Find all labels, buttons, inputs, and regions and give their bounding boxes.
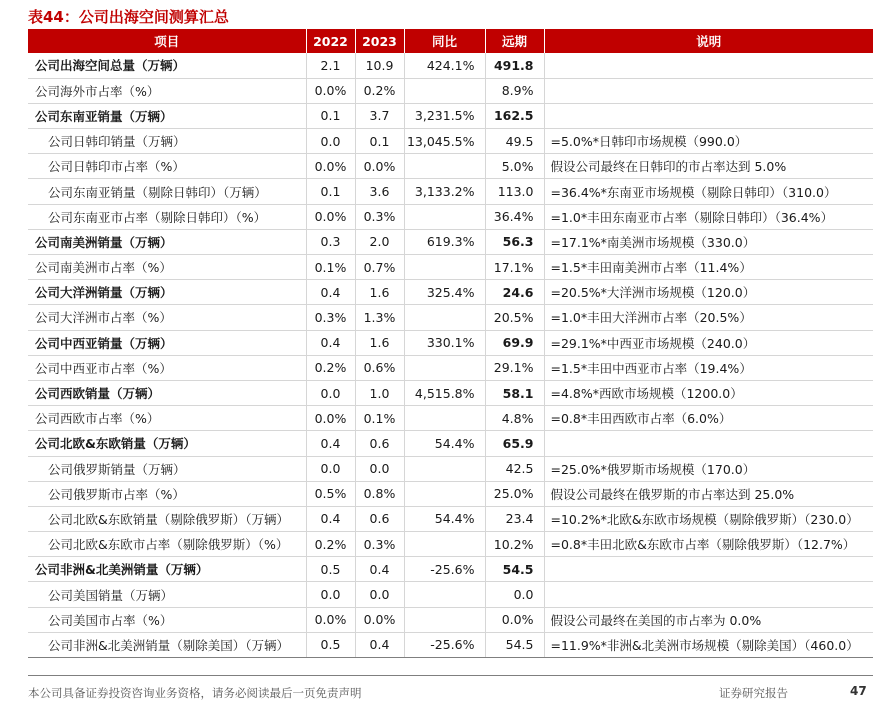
cell-far: 54.5 bbox=[485, 632, 544, 657]
cell-2022: 2.1 bbox=[306, 53, 355, 78]
cell-item: 公司北欧&东欧销量（剔除俄罗斯）（万辆） bbox=[28, 506, 306, 531]
cell-2023: 1.3% bbox=[355, 305, 404, 330]
cell-note: =17.1%*南美洲市场规模（330.0） bbox=[544, 229, 873, 254]
cell-note: =1.5*丰田南美洲市占率（11.4%） bbox=[544, 255, 873, 280]
cell-2023: 0.1% bbox=[355, 406, 404, 431]
cell-note bbox=[544, 103, 873, 128]
cell-note bbox=[544, 582, 873, 607]
overseas-sales-table bbox=[28, 29, 873, 658]
cell-yoy: 3,133.2% bbox=[404, 179, 485, 204]
cell-2022: 0.5 bbox=[306, 557, 355, 582]
table-row bbox=[28, 204, 873, 229]
cell-2022: 0.0% bbox=[306, 607, 355, 632]
cell-yoy bbox=[404, 582, 485, 607]
cell-yoy: 619.3% bbox=[404, 229, 485, 254]
cell-2022: 0.4 bbox=[306, 431, 355, 456]
cell-2022: 0.4 bbox=[306, 506, 355, 531]
cell-far: 0.0 bbox=[485, 582, 544, 607]
cell-note: =20.5%*大洋洲市场规模（120.0） bbox=[544, 280, 873, 305]
cell-2022: 0.2% bbox=[306, 355, 355, 380]
cell-note: =1.0*丰田大洋洲市占率（20.5%） bbox=[544, 305, 873, 330]
cell-2023: 0.6 bbox=[355, 506, 404, 531]
cell-item: 公司中西亚销量（万辆） bbox=[28, 330, 306, 355]
cell-far: 5.0% bbox=[485, 154, 544, 179]
table-row bbox=[28, 481, 873, 506]
cell-2022: 0.5 bbox=[306, 632, 355, 657]
cell-item: 公司南美洲市占率（%） bbox=[28, 255, 306, 280]
cell-far: 58.1 bbox=[485, 380, 544, 405]
cell-2022: 0.0% bbox=[306, 78, 355, 103]
cell-item: 公司日韩印市占率（%） bbox=[28, 154, 306, 179]
footer-divider bbox=[28, 675, 873, 676]
cell-yoy: 424.1% bbox=[404, 53, 485, 78]
cell-yoy bbox=[404, 355, 485, 380]
table-row bbox=[28, 53, 873, 78]
table-row bbox=[28, 78, 873, 103]
cell-item: 公司日韩印销量（万辆） bbox=[28, 129, 306, 154]
cell-2023: 0.3% bbox=[355, 532, 404, 557]
table-row bbox=[28, 607, 873, 632]
table-row bbox=[28, 103, 873, 128]
header-yoy: 同比 bbox=[404, 29, 485, 53]
cell-item: 公司俄罗斯市占率（%） bbox=[28, 481, 306, 506]
cell-yoy bbox=[404, 78, 485, 103]
table-row bbox=[28, 431, 873, 456]
cell-2022: 0.5% bbox=[306, 481, 355, 506]
cell-2023: 1.0 bbox=[355, 380, 404, 405]
cell-far: 4.8% bbox=[485, 406, 544, 431]
cell-note bbox=[544, 78, 873, 103]
table-row bbox=[28, 632, 873, 657]
table-row bbox=[28, 582, 873, 607]
cell-far: 69.9 bbox=[485, 330, 544, 355]
cell-far: 24.6 bbox=[485, 280, 544, 305]
header-item: 项目 bbox=[28, 29, 306, 53]
cell-yoy: 54.4% bbox=[404, 506, 485, 531]
cell-note: =0.8*丰田西欧市占率（6.0%） bbox=[544, 406, 873, 431]
cell-yoy bbox=[404, 456, 485, 481]
cell-2022: 0.0 bbox=[306, 380, 355, 405]
cell-2022: 0.0 bbox=[306, 582, 355, 607]
table-row bbox=[28, 129, 873, 154]
cell-2022: 0.3 bbox=[306, 229, 355, 254]
cell-2023: 0.0% bbox=[355, 607, 404, 632]
cell-2022: 0.0 bbox=[306, 456, 355, 481]
cell-note bbox=[544, 431, 873, 456]
cell-2022: 0.0% bbox=[306, 204, 355, 229]
cell-yoy: 3,231.5% bbox=[404, 103, 485, 128]
cell-far: 25.0% bbox=[485, 481, 544, 506]
header-far: 远期 bbox=[485, 29, 544, 53]
table-row bbox=[28, 229, 873, 254]
header-2022: 2022 bbox=[306, 29, 355, 53]
cell-far: 49.5 bbox=[485, 129, 544, 154]
cell-far: 42.5 bbox=[485, 456, 544, 481]
cell-item: 公司非洲&北美洲销量（剔除美国）（万辆） bbox=[28, 632, 306, 657]
cell-2023: 0.0 bbox=[355, 456, 404, 481]
cell-yoy: 4,515.8% bbox=[404, 380, 485, 405]
cell-note: =0.8*丰田北欧&东欧市占率（剔除俄罗斯）（12.7%） bbox=[544, 532, 873, 557]
cell-far: 8.9% bbox=[485, 78, 544, 103]
cell-2023: 0.8% bbox=[355, 481, 404, 506]
cell-item: 公司东南亚销量（剔除日韩印）（万辆） bbox=[28, 179, 306, 204]
cell-far: 0.0% bbox=[485, 607, 544, 632]
table-row bbox=[28, 255, 873, 280]
cell-yoy bbox=[404, 255, 485, 280]
cell-note: =1.0*丰田东南亚市占率（剔除日韩印）（36.4%） bbox=[544, 204, 873, 229]
cell-yoy bbox=[404, 532, 485, 557]
cell-2022: 0.2% bbox=[306, 532, 355, 557]
table-row bbox=[28, 532, 873, 557]
table-row bbox=[28, 506, 873, 531]
cell-2022: 0.0% bbox=[306, 406, 355, 431]
cell-2023: 1.6 bbox=[355, 280, 404, 305]
cell-note: 假设公司最终在美国的市占率为 0.0% bbox=[544, 607, 873, 632]
cell-yoy bbox=[404, 481, 485, 506]
table-row bbox=[28, 305, 873, 330]
cell-item: 公司海外市占率（%） bbox=[28, 78, 306, 103]
cell-2022: 0.3% bbox=[306, 305, 355, 330]
cell-2022: 0.1 bbox=[306, 103, 355, 128]
cell-2022: 0.4 bbox=[306, 330, 355, 355]
table-row bbox=[28, 406, 873, 431]
cell-yoy bbox=[404, 305, 485, 330]
cell-item: 公司出海空间总量（万辆） bbox=[28, 53, 306, 78]
table-row bbox=[28, 179, 873, 204]
cell-item: 公司北欧&东欧销量（万辆） bbox=[28, 431, 306, 456]
table-title: 表44：公司出海空间测算汇总 bbox=[28, 8, 229, 26]
cell-note: =29.1%*中西亚市场规模（240.0） bbox=[544, 330, 873, 355]
cell-note: =4.8%*西欧市场规模（1200.0） bbox=[544, 380, 873, 405]
cell-2023: 0.1 bbox=[355, 129, 404, 154]
table-row bbox=[28, 154, 873, 179]
cell-yoy: 330.1% bbox=[404, 330, 485, 355]
cell-far: 17.1% bbox=[485, 255, 544, 280]
cell-yoy: 13,045.5% bbox=[404, 129, 485, 154]
footer-disclaimer: 本公司具备证券投资咨询业务资格，请务必阅读最后一页免责声明 bbox=[28, 686, 362, 700]
cell-item: 公司西欧市占率（%） bbox=[28, 406, 306, 431]
cell-far: 10.2% bbox=[485, 532, 544, 557]
cell-note: =36.4%*东南亚市场规模（剔除日韩印）（310.0） bbox=[544, 179, 873, 204]
cell-2023: 0.6% bbox=[355, 355, 404, 380]
cell-note bbox=[544, 557, 873, 582]
cell-far: 162.5 bbox=[485, 103, 544, 128]
cell-2023: 0.3% bbox=[355, 204, 404, 229]
table-row bbox=[28, 557, 873, 582]
table-row bbox=[28, 355, 873, 380]
cell-item: 公司大洋洲市占率（%） bbox=[28, 305, 306, 330]
cell-item: 公司西欧销量（万辆） bbox=[28, 380, 306, 405]
cell-yoy bbox=[404, 154, 485, 179]
cell-2023: 0.6 bbox=[355, 431, 404, 456]
page-number: 47 bbox=[850, 684, 867, 698]
cell-note: =10.2%*北欧&东欧市场规模（剔除俄罗斯）（230.0） bbox=[544, 506, 873, 531]
table-row bbox=[28, 280, 873, 305]
cell-2023: 2.0 bbox=[355, 229, 404, 254]
cell-2022: 0.0 bbox=[306, 129, 355, 154]
cell-item: 公司南美洲销量（万辆） bbox=[28, 229, 306, 254]
cell-yoy: 54.4% bbox=[404, 431, 485, 456]
cell-item: 公司东南亚销量（万辆） bbox=[28, 103, 306, 128]
cell-2022: 0.1 bbox=[306, 179, 355, 204]
cell-yoy bbox=[404, 406, 485, 431]
cell-item: 公司美国市占率（%） bbox=[28, 607, 306, 632]
cell-far: 23.4 bbox=[485, 506, 544, 531]
cell-far: 491.8 bbox=[485, 53, 544, 78]
cell-far: 54.5 bbox=[485, 557, 544, 582]
cell-far: 36.4% bbox=[485, 204, 544, 229]
table-header-row bbox=[28, 29, 873, 53]
cell-2023: 0.7% bbox=[355, 255, 404, 280]
cell-note bbox=[544, 53, 873, 78]
cell-note: 假设公司最终在日韩印的市占率达到 5.0% bbox=[544, 154, 873, 179]
cell-2023: 1.6 bbox=[355, 330, 404, 355]
cell-item: 公司美国销量（万辆） bbox=[28, 582, 306, 607]
cell-item: 公司俄罗斯销量（万辆） bbox=[28, 456, 306, 481]
cell-2023: 0.2% bbox=[355, 78, 404, 103]
footer-report-type: 证券研究报告 bbox=[719, 686, 788, 700]
cell-item: 公司中西亚市占率（%） bbox=[28, 355, 306, 380]
cell-far: 29.1% bbox=[485, 355, 544, 380]
cell-yoy bbox=[404, 607, 485, 632]
cell-item: 公司东南亚市占率（剔除日韩印）（%） bbox=[28, 204, 306, 229]
cell-2023: 0.0 bbox=[355, 582, 404, 607]
cell-note: =1.5*丰田中西亚市占率（19.4%） bbox=[544, 355, 873, 380]
header-2023: 2023 bbox=[355, 29, 404, 53]
cell-2023: 3.7 bbox=[355, 103, 404, 128]
cell-item: 公司大洋洲销量（万辆） bbox=[28, 280, 306, 305]
cell-2022: 0.0% bbox=[306, 154, 355, 179]
cell-yoy: -25.6% bbox=[404, 632, 485, 657]
cell-far: 113.0 bbox=[485, 179, 544, 204]
cell-yoy: 325.4% bbox=[404, 280, 485, 305]
cell-2023: 0.0% bbox=[355, 154, 404, 179]
cell-item: 公司北欧&东欧市占率（剔除俄罗斯）（%） bbox=[28, 532, 306, 557]
cell-yoy bbox=[404, 204, 485, 229]
cell-yoy: -25.6% bbox=[404, 557, 485, 582]
cell-note: =5.0%*日韩印市场规模（990.0） bbox=[544, 129, 873, 154]
header-note: 说明 bbox=[544, 29, 873, 53]
cell-2022: 0.4 bbox=[306, 280, 355, 305]
cell-2023: 0.4 bbox=[355, 632, 404, 657]
cell-note: 假设公司最终在俄罗斯的市占率达到 25.0% bbox=[544, 481, 873, 506]
cell-2023: 10.9 bbox=[355, 53, 404, 78]
cell-far: 20.5% bbox=[485, 305, 544, 330]
cell-2023: 3.6 bbox=[355, 179, 404, 204]
table-row bbox=[28, 380, 873, 405]
cell-2023: 0.4 bbox=[355, 557, 404, 582]
cell-far: 65.9 bbox=[485, 431, 544, 456]
cell-note: =25.0%*俄罗斯市场规模（170.0） bbox=[544, 456, 873, 481]
cell-2022: 0.1% bbox=[306, 255, 355, 280]
table-row bbox=[28, 456, 873, 481]
cell-far: 56.3 bbox=[485, 229, 544, 254]
cell-item: 公司非洲&北美洲销量（万辆） bbox=[28, 557, 306, 582]
cell-note: =11.9%*非洲&北美洲市场规模（剔除美国）（460.0） bbox=[544, 632, 873, 657]
table-row bbox=[28, 330, 873, 355]
